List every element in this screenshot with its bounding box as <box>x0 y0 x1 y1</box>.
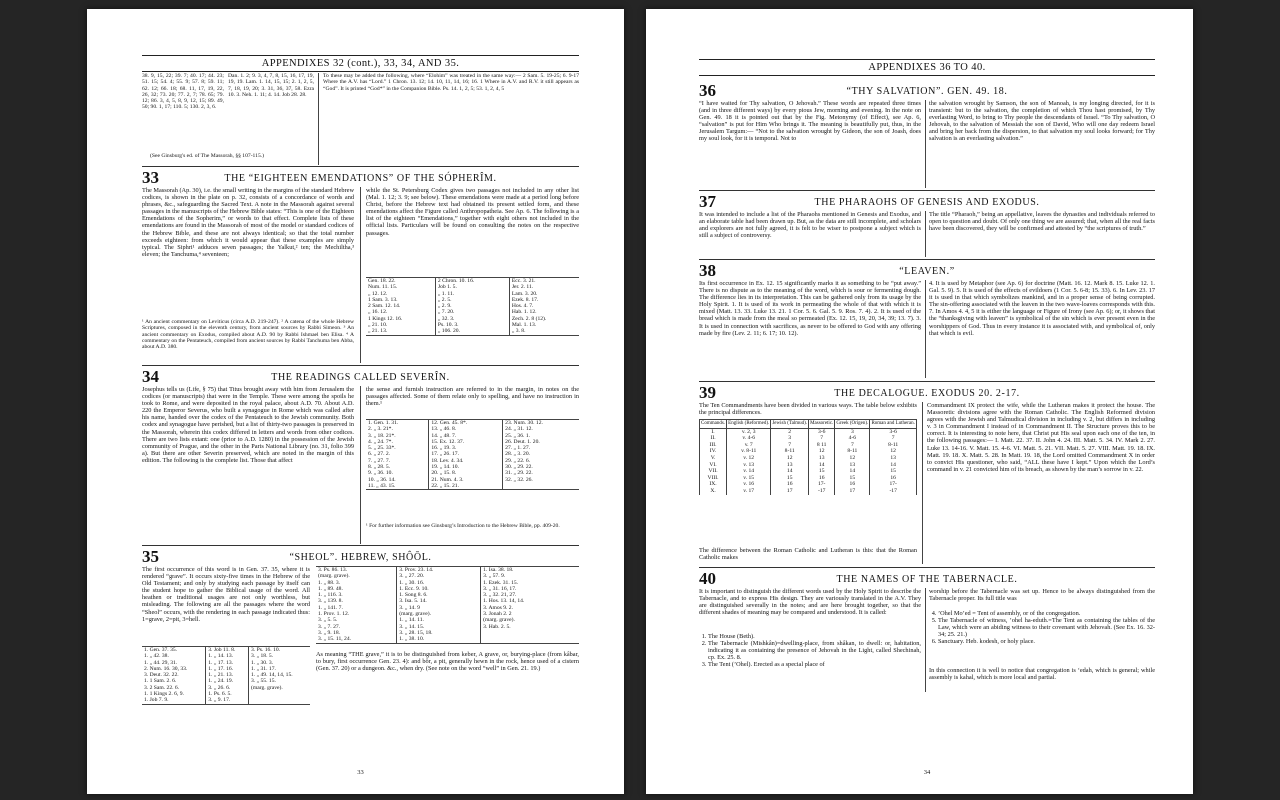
table-cell: 4-6 <box>835 435 870 442</box>
list-item: 3. The Tent (’Ohel). Erected as a special place of <box>708 661 921 668</box>
table-row <box>700 462 917 469</box>
reference-item: 1. „ 38. 10. <box>399 636 425 643</box>
table-cell: 8-11 <box>870 442 917 449</box>
body-text: the sense and furnish instruction are referred to in the margin, in notes on the passages affected. Some of them relate only to spelling, and have no instruction in them.¹ <box>366 386 579 408</box>
section-rule <box>142 166 579 167</box>
reference-item: 3. Deut. 32. 22. <box>144 672 179 679</box>
column-divider <box>925 588 926 692</box>
reference-item: 1. „ 30. 3. <box>251 659 274 666</box>
table-cell: 1 Sam. 3. 13. <box>368 296 398 303</box>
body-text: Its first occurrence in Ex. 12. 15 significantly marks it as something to be “put away.” There is no dispute as to the meaning of the word, which is sour or fermenting dough. The difference lies in its interpretation. This can be gathered only from its usage by the Holy Spirit. 1. It is used of its work in permeating the whole of that with which it is mixed (Matt. 13. 33. Luke 13. 21. 1 Cor. 5. 6. Gal. 5. 9. Ros. 7. 4). 2. It is used of the bread which is made from the meal so permeated (Ex. 12. 15, 19, 20, 34, 39; 13. 7). 3. It is used in connection with sacrifices, as never to be offered to God with any offering made by fire (Lev. 2. 11; 6. 17; 10. 12). <box>699 280 921 337</box>
table-cell: 14 <box>771 468 809 475</box>
section-rule <box>699 381 1155 382</box>
table-cell: 13. „ 46. 8. <box>429 426 503 432</box>
table-cell: „ 1. 11. <box>435 291 509 297</box>
table-cell: IV. <box>700 448 727 455</box>
table-row <box>700 442 917 449</box>
table-cell: III. <box>700 442 727 449</box>
section-number: 33 <box>142 168 159 187</box>
table-cell: Num. 11. 15. <box>368 284 398 291</box>
names-list <box>929 610 1155 645</box>
table-cell: Hos. 4. 7. <box>509 303 579 309</box>
emendation-list <box>366 277 579 336</box>
table-cell: 15 <box>809 468 835 475</box>
section-rule <box>142 545 579 546</box>
table-cell: 8-11 <box>771 448 809 455</box>
body-text: In this connection it is well to notice that congregation is ‘edah, which is general; while assembly is kahal, which is more local and partial. <box>929 667 1155 682</box>
table-row <box>700 448 917 455</box>
table-row <box>366 278 579 285</box>
table-cell: 23. Num. 30. 12. <box>503 420 579 427</box>
section-number: 39 <box>699 383 716 402</box>
table-cell: 20. „ 15. 8. <box>429 470 503 476</box>
table-cell: 16. „ 19. 3. <box>429 445 503 451</box>
table-cell: 14 <box>870 462 917 469</box>
reference-item: 3. „ 55. 15. <box>251 678 276 685</box>
reference-item: 1. Ecc. 9. 10. <box>399 585 429 592</box>
table-cell: 14. „ 48. 7. <box>429 433 503 439</box>
table-cell <box>503 483 579 490</box>
list-item: 6. Sanctuary. Heb. kodesh, or holy place. <box>938 638 1155 645</box>
reference-item: 1. „ 21. 13. <box>208 672 234 679</box>
table-cell: 12 <box>870 448 917 455</box>
table-cell: 1 Kings 12. 16. <box>368 315 403 322</box>
reference-item: 3. Job 11. 8. <box>208 647 236 653</box>
reference-item: 3. Hab. 2. 5. <box>483 623 511 630</box>
body-text: Josephus tells us (Life, § 75) that Titus brought away with him from Jerusalem the codices (or manuscripts) that were in the Temple. These were among the spoils he took to Rome, and were deposited in the royal palace, about A.D. 70. About A.D. 220 the Emperor Severus, who built a synagogue in Rome which was called after his name, handed over the codex of the Pentateuch to the Jewish community. Both codex and synagogue have perished, but a list of thirty-two passages is preserved in the Massorah, wherein this codex differed in letters and words from other codices. There are two lists extant: one (prior to A.D. 1280) in the possession of the Jewish community of Prague, and the other in the Paris National Library (no. 31, folio 399 a). But there are other Severin preserved, which are noted in the margin of this edition. The following is the complete list. Those that affect <box>142 386 354 464</box>
page-right <box>646 9 1193 794</box>
column-divider <box>360 386 361 544</box>
reference-item: (marg. grave). <box>483 617 515 624</box>
table-cell: Jer. 2. 11. <box>509 284 579 290</box>
reference-item: 3. „ 9. 18. <box>318 629 341 636</box>
section-rule <box>699 190 1155 191</box>
reference-item: 2. Num. 16. 30, 33. <box>144 665 188 672</box>
reference-item: 1. „ 89. 48. <box>318 585 343 592</box>
table-cell: v. 7 <box>727 442 771 449</box>
table-cell: 17- <box>809 481 835 488</box>
table-cell: 2 <box>771 428 809 435</box>
table-cell: Mal. 1. 13. <box>509 322 579 328</box>
page-number: 34 <box>923 769 931 776</box>
reference-item: 1. Gen. 37. 35. <box>144 647 178 653</box>
table-cell: „ 21. 10. <box>368 322 388 329</box>
reference-column <box>397 567 481 644</box>
table-cell: v. 14 <box>727 468 771 475</box>
table-cell: 15 <box>771 475 809 482</box>
table-row <box>366 483 579 490</box>
section-number: 36 <box>699 81 716 100</box>
reference-item: 3. „ 9. 17. <box>208 697 231 704</box>
table-row <box>700 488 917 495</box>
reference-item: 3. „ 14. 15. <box>399 623 425 630</box>
list-item: 1. The House (Beth). <box>708 633 921 640</box>
table-header-row <box>700 420 917 429</box>
body-text: 4. It is used by Metaphor (see Ap. 6) for doctrine (Matt. 16. 12. Mark 8. 15. Luke 12. 1. Gal. 5. 9). 5. It is used of the effects of evildoers (1 Cor. 5. 6-8; 15. 33). 6. In Lev. 23. 17 it is used in that which symbolizes mankind, and in a proper sense of being corrupted. The sin-offering associated with the leaven in the two wave-loaves corresponds with this. 7. In Amos 4. 4, 5 it is either the language or Figure of Irony (see Ap. 6); or, it shows that the “thanksgiving with leaven” is symbolical of the sin which is ever present even in the worshippers of God. Thus in every instance it is associated with, and symbolical of, only that which is evil. <box>929 280 1155 337</box>
reference-item: 3. „ 27. 20. <box>399 573 425 580</box>
section-rule <box>699 567 1155 568</box>
table-row <box>700 435 917 442</box>
column-divider <box>925 211 926 257</box>
table-cell: 2. „ 3. 21*. <box>368 426 393 433</box>
table-cell: 31. „ 29. 22. <box>503 470 579 476</box>
table-cell: 15 <box>870 468 917 475</box>
table-cell: 8-11 <box>835 448 870 455</box>
reference-item: 1. „ 24. 19. <box>208 678 234 685</box>
reference-item: 3. Jonah 2. 2 <box>483 611 512 618</box>
body-text: the salvation wrought by Samson, the son of Manoah, is my longing directed, for it is transient: but to the salvation, the completion of which Thou hast promised, by Thy everlasting Word, to bring to Thy people the descendants of Israel. “To Thy salvation, O Jehovah, to the salvation of Messiah the son of David, Who will one day redeem Israel and bring her back from the dispersion, to that salvation my soul looks forward; for Thy salvation is an everlasting salvation.” <box>929 100 1155 143</box>
table-cell: Ezek. 8. 17. <box>509 297 579 303</box>
table-cell: 27. „ 1. 27. <box>503 445 579 451</box>
table-cell: 8 11 <box>809 442 835 449</box>
section-number: 40 <box>699 569 716 588</box>
page-number: 33 <box>357 769 364 776</box>
list-item: 5. The Tabernacle of witness, ’ohel ha-eduth.=The Tent as containing the tables of the Law, which were an abiding witness to their covenant with Jehovah. (See Ex. 16. 32-34; 25. 21.) <box>938 617 1155 638</box>
table-cell: 17. „ 26. 17. <box>429 451 503 457</box>
table-header: English (Reformed). <box>727 420 771 429</box>
reference-item: 1. Song 8. 6. <box>399 592 428 599</box>
table-cell: 3 <box>771 435 809 442</box>
reference-item: 1. „ 14. 11. <box>399 617 424 624</box>
table-cell: 8. „ 28. 5. <box>368 464 391 471</box>
severin-list <box>366 419 579 490</box>
table-cell: „ 106. 20. <box>435 328 509 335</box>
table-cell: Lam. 3. 20. <box>509 291 579 297</box>
table-cell: 16 <box>835 481 870 488</box>
table-cell: „ 12. 12. <box>368 290 388 297</box>
table-cell: 17- <box>870 481 917 488</box>
table-cell: 13 <box>870 455 917 462</box>
table-cell: 21. Num. 4. 3. <box>429 477 503 483</box>
table-cell: 29. „ 22. 6. <box>503 458 579 464</box>
table-cell: „ 7. 20. <box>435 309 509 315</box>
table-cell: v. 17 <box>727 488 771 495</box>
reference-item: 1. „ 31. 17. <box>251 665 276 672</box>
reference-item: 3. „ 14. 9 <box>399 604 420 611</box>
table-cell: 1. Gen. 1. 31. <box>368 420 399 426</box>
reference-item: 1. „ 141. 7. <box>318 604 343 611</box>
table-cell: 7 <box>771 442 809 449</box>
source-note: (See Ginsburg's ed. of The Massorah, §§ 107-115.) <box>150 153 265 159</box>
body-text: worship before the Tabernacle was set up. Hence to be always distinguished from the Tabernacle proper. Its full title was <box>929 588 1155 603</box>
reference-item: 3. „ 32. 21, 27. <box>483 592 517 599</box>
reference-item: 1. Isa. 38. 18. <box>483 567 514 573</box>
table-cell: „ 21. 13. <box>368 328 388 335</box>
table-cell: 7. „ 27. 7. <box>368 457 391 464</box>
table-cell: 24. „ 31. 12. <box>503 426 579 432</box>
reference-item: 1. „ 116. 3. <box>318 592 343 599</box>
table-cell: -17 <box>870 488 917 495</box>
reference-item: 3. „ 7. 27. <box>318 623 341 630</box>
reference-item: 1. Ps. 6. 5. <box>208 691 232 698</box>
table-row <box>700 475 917 482</box>
reference-item: 1. „ 14. 13. <box>208 653 234 660</box>
table-cell: v. 15 <box>727 475 771 482</box>
section-title: THE READINGS CALLED SEVERÎN. <box>271 372 450 383</box>
table-cell: 11. „ 43. 15. <box>368 482 396 489</box>
reference-column: Dan. 1. 2; 9. 3, 4, 7, 8, 15, 16, 17, 19, 19, 19. Lam. 1. 14, 15, 15; 2. 1, 2, 5, 7, 18, 19, 20; 3. 31, 36, 37, 58. Ezra 10. 3. Neh. 1. 11; 4. 14. Job 28. 28. <box>228 73 314 98</box>
list-item: 4. ’Ohel Mo’ed = Tent of assembly, or of the congregation. <box>938 610 1155 617</box>
table-row <box>366 420 579 427</box>
section-number: 34 <box>142 367 159 386</box>
table-cell: 13 <box>771 462 809 469</box>
table-cell: I. <box>700 428 727 435</box>
table-row <box>700 428 917 435</box>
table-cell: 7 <box>835 442 870 449</box>
footnotes: ¹ An ancient commentary on Leviticus (circa A.D. 219-247). ² A catena of the whole Hebrew Scriptures, composed in the eleventh century, from ancient sources by Rabbi Simeon. ³ An ancient commentary on Exodus, compiled about A.D. 90 by Rabbi Ishmael ben Elisa. ⁴ A commentary on the Pentateuch, compiled from ancient sources by Rabbi Tanchuma ben Abba, about A.D. 380. <box>142 319 354 351</box>
table-cell: 22. „ 15. 21. <box>429 483 503 490</box>
body-text: Commandment IX protect the wife, while the Lutheran makes it protect the house. The Massoretic divisions agree with the Roman Catholic. The English Reformed division agrees with the Jewish and Talmudical division in including v. 2, but differs in including v. 3 in Commandment I instead of in Commandment II. The Structure proves this to be correct. It is interesting to note here, that Christ put His seal upon each one of the ten, in the following passages:— I. Matt. 22. 37. II. John 4. 24. III. Matt. 5. 34. IV. Mark 2. 27. Luke 13. 14-16. V. Matt. 15. 4-6. VI. Matt. 5. 21. VII. Matt. 5. 27. VIII. Matt. 19. 18. IX. Matt. 19. 18. X. Matt. 5. 28. In Matt. 19. 18, the Lord omitted Commandment X in order to convict His questioner, who said, “ALL these have I kept.” Upon which the Lord’s command in v. 21 convicted him of its breach, as shown by the man’s sorrow in v. 22. <box>927 402 1155 473</box>
table-cell: 26. Deut. 1. 20. <box>503 439 579 445</box>
table-cell: 13 <box>809 455 835 462</box>
table-cell: 12 <box>835 455 870 462</box>
body-text: The Ten Commandments have been divided in various ways. The table below exhibits the principal differences. <box>699 402 917 417</box>
table-cell: „ 32. 3. <box>435 316 509 322</box>
reference-item: 3. Prov. 23. 14. <box>399 567 434 573</box>
table-cell: -17 <box>809 488 835 495</box>
reference-item: 3. „ 26. 6. <box>208 684 231 691</box>
reference-item: 1. Prov. 1. 12. <box>318 611 350 618</box>
table-cell: Ecc. 3. 21. <box>509 278 579 285</box>
column-divider <box>318 73 319 165</box>
reference-item: (marg. grave). <box>318 573 350 580</box>
reference-item: 3. „ 31. 16, 17. <box>483 585 517 592</box>
reference-item: 1. „ 88. 3. <box>318 579 341 586</box>
reference-item: 3. Ps. 86. 13. <box>318 567 348 573</box>
table-cell: IX. <box>700 481 727 488</box>
table-row <box>700 468 917 475</box>
section-title: “SHEOL”. HEBREW, SHÔŌL. <box>289 552 432 563</box>
reference-item: 1. Job 7. 9. <box>144 697 169 704</box>
reference-item: 1. Ezek. 31. 15. <box>483 579 519 586</box>
table-cell: 16 <box>870 475 917 482</box>
reference-item: 1. „ 17. 16. <box>208 665 234 672</box>
table-row <box>700 481 917 488</box>
table-cell: 14 <box>809 462 835 469</box>
reference-column: To these may be added the following, where “Elohim” was treated in the same way:— 2 Sam. 5. 19-25; 6. 9-17 Where the A.V. has “Lord.” 1 Chron. 13. 12; 14. 10, 11, 14, 16; 16. 1 Where in A.V. and R.V. it still appears as “God”. It is printed “God*” in the Companion Bible. Ps. 14. 1, 2, 5; 53. 1, 2, 4, 5 <box>323 73 579 92</box>
table-cell: v. 8-11 <box>727 448 771 455</box>
reference-item: 3. „ 18. 5. <box>251 653 274 660</box>
body-text: The Massorah (Ap. 30), i.e. the small writing in the margins of the standard Hebrew codices, is shown in the plate on p. 32, consists of a concordance of words and phrases, &c., safeguarding the Sacred Text. A note in the Massorah against several passages in the manuscripts of the Hebrew Bible states: “This is one of the Eighteen Emendations of the Sopherim,” or words to that effect. Complete lists of these emendations are found in the Massorah of most of the model or standard codices of the Hebrew Bible, and these are not always identical; so that the total number exceeds eighteen: from which it would appear that these examples are simply typical. The Siphri¹ adduces seven passages; the Yalkut,² ten; the Mechiltha,³ eleven; the Tanchuma,⁴ seventeen; <box>142 187 354 258</box>
table-cell: „ 2. 5. <box>435 297 509 303</box>
reference-item: (marg. grave). <box>399 611 432 618</box>
decalogue-table <box>699 419 917 495</box>
table-cell: 15 <box>835 475 870 482</box>
sheol-list <box>316 566 579 644</box>
table-cell: v. 12 <box>727 455 771 462</box>
table-cell: 9. „ 36. 10. <box>368 470 393 477</box>
table-cell: 7 <box>870 435 917 442</box>
body-text: As meaning “THE grave,” it is to be distinguished from keber, A grave, or, burying-place (from kâbar, to bury, first occurrence Gen. 23. 4): and bôr, a pit, generally hewn in the rock, hence used of a cistern (Gen. 37. 20) or a dungeon. &c., when dry. (See note on the word “well” in Gen. 21. 19.) <box>316 651 579 673</box>
column-divider <box>925 100 926 188</box>
reference-column <box>206 647 249 705</box>
table-cell: v. 16 <box>727 481 771 488</box>
body-text: It is important to distinguish the different words used by the Holy Spirit to describe the Tabernacle, and to express His design. They are variously translated in the A.V. They are distinguished severally in the notes; and are here brought together, so that the different shades of meaning may be compared and understood. It is called: <box>699 588 921 617</box>
table-cell: 30. „ 29. 22. <box>503 464 579 470</box>
table-cell: Hab. 1. 12. <box>509 309 579 315</box>
table-cell: 17 <box>835 488 870 495</box>
reference-item: (marg. grave). <box>251 684 283 691</box>
table-cell: II. <box>700 435 727 442</box>
body-text: “I have waited for Thy salvation, O Jehovah.” These words are repeated three times (and in three different ways) by every pious Jew, morning and evening. In the note on Gen. 49. 18 it is pointed out that by the Fig. Metonymy (of Effect), see Ap. 6, “salvation” is put for Him Who brings it. The meaning is beautifully put, thus, in the Jerusalem Targum:— “Not to the salvation wrought by Gideon, the son of Joash, does my soul look, for it is temporal. Not to <box>699 100 921 143</box>
list-item: 2. The Tabernacle (Mishkân)=dwelling-place, from shâkan, to dwell: or, habitation, indicating it as containing the presence of Jehovah in the Light, called Shechinah, cp. Ex. 25. 8. <box>708 640 921 661</box>
reference-item: 3. „ 28. 15, 18. <box>399 629 433 636</box>
table-cell: 3-6 <box>809 428 835 435</box>
body-text: The first occurrence of this word is in Gen. 37. 35, where it is rendered “grave”. It occurs sixty-five times in the Hebrew of the Old Testament; and only by studying each passage by itself can the student hope to gather the Biblical usage of the word. All heathen or traditional usages are not only worthless, but misleading. The following are all the passages where the word “Sheol” occurs, with the rendering in each passage indicated thus: 1=grave, 2=pit, 3=hell. <box>142 566 310 623</box>
table-cell: 28. „ 3. 20. <box>503 451 579 457</box>
reference-column <box>481 567 579 644</box>
reference-column <box>316 567 397 644</box>
table-cell: 5. „ 25. 33*. <box>368 445 396 452</box>
section-title: “LEAVEN.” <box>899 266 955 277</box>
body-text: The difference between the Roman Catholic and Lutheran is this: that the Roman Catholic makes <box>699 547 917 562</box>
body-text: It was intended to include a list of the Pharaohs mentioned in Genesis and Exodus, and an elaborate table had been drawn up. But, as the data are still incomplete, and scholars and explorers are not fully agreed, it is felt to be wiser to postpone a subject which is still a subject of controversy. <box>699 211 921 240</box>
footnote: ¹ For further information see Ginsburg’s Introduction to the Hebrew Bible, pp. 409-20. <box>366 523 560 529</box>
table-cell: 10. „ 36. 14. <box>368 476 396 483</box>
reference-column: 38. 9, 15, 22; 39. 7; 40. 17; 44. 23; 51. 15; 54. 4; 55. 9; 57. 8; 59. 11; 62. 12; 66. 18; 68. 11, 17, 19, 22, 26, 32; 73. 20; 77. 2, 7; 78. 65; 79. 12; 86. 3, 4, 5, 8, 9, 12, 15; 89. 49, 50; 90. 1, 17; 110. 5; 130. 2, 3, 6. <box>142 73 224 111</box>
table-cell: Job 1. 5. <box>435 284 509 290</box>
table-cell: 16 <box>809 475 835 482</box>
reference-item: 1. Hos. 13. 14, 14. <box>483 598 525 605</box>
table-header: Greek (Origen). <box>835 420 870 429</box>
table-cell: 32. „ 32. 26. <box>503 477 579 483</box>
body-text: while the St. Petersburg Codex gives two passages not included in any other list (Mal. 1. 12; 3. 9; see below). These emendations were made at a period long before Christ, before the Hebrew text had obtained its present settled form, and these emendations affect the Figure called Anthropopatheia. See Ap. 6. The following is a list of the eighteen “Emendations,” together with eight others not included in the official lists. Particulars will be found on consulting the notes on the respective passages. <box>366 187 579 237</box>
table-cell: Gen. 18. 22. <box>368 278 396 284</box>
table-cell: 3-6 <box>870 428 917 435</box>
table-cell: v. 2, 3 <box>727 428 771 435</box>
table-cell: X. <box>700 488 727 495</box>
table-cell: VIII. <box>700 475 727 482</box>
reference-item: 1. „ 44. 29, 31. <box>144 659 178 666</box>
table-cell: Zech. 2. 8 (12). <box>509 316 579 322</box>
table-cell: „ 2. 9. <box>435 303 509 309</box>
table-cell: 13 <box>835 462 870 469</box>
table-cell: 16 <box>771 481 809 488</box>
reference-item: 3. Ps. 16. 10. <box>251 647 281 653</box>
table-row <box>700 455 917 462</box>
table-cell: 3. „ 18. 21*. <box>368 432 396 439</box>
table-cell: 12. Gen. 45. 8*. <box>429 420 503 427</box>
sheol-list <box>142 646 310 705</box>
reference-item: 1. „ 30. 16. <box>399 579 425 586</box>
table-cell: 4. „ 24. 7*. <box>368 438 393 445</box>
table-cell: 3 <box>835 428 870 435</box>
table-cell: „ 3. 8. <box>509 328 579 335</box>
running-header: APPENDIXES 36 TO 40. <box>699 59 1155 76</box>
table-header: Massoretic. <box>809 420 835 429</box>
reference-item: 1. 1 Kings 2. 6, 9. <box>144 691 184 698</box>
table-header: Roman and Lutheran. <box>870 420 917 429</box>
body-text: The title “Pharaoh,” being an appellative, leaves the dynasties and individuals referred to open to question and doubt. Of only one thing we are assured; that, when all the real facts have been discovered, they will be confirmed and attested by “the scriptures of truth.” <box>929 211 1155 233</box>
table-cell: V. <box>700 455 727 462</box>
table-cell: 14 <box>835 468 870 475</box>
table-cell: VII. <box>700 468 727 475</box>
reference-item: 1. „ 17. 13. <box>208 659 234 666</box>
table-header: Jewish (Talmud). <box>771 420 809 429</box>
table-cell: VI. <box>700 462 727 469</box>
table-cell: „ 16. 12. <box>368 309 388 316</box>
table-cell: 15. Ex. 12. 37. <box>429 439 503 445</box>
table-header: Commands. <box>700 420 727 429</box>
reference-item: 3. 2 Sam. 22. 6. <box>144 684 180 691</box>
column-divider <box>922 402 923 564</box>
reference-item: 1. „ 42. 38. <box>144 653 169 660</box>
section-title: THE “EIGHTEEN EMENDATIONS” OF THE SÓPHERÎM. <box>224 173 497 184</box>
table-cell: v. 13 <box>727 462 771 469</box>
section-rule <box>142 365 579 366</box>
reference-item: 3. „ 139. 8. <box>318 598 343 605</box>
table-cell: v. 4-6 <box>727 435 771 442</box>
table-cell: 18. Lev. 4. 34. <box>429 458 503 464</box>
table-row <box>366 328 579 335</box>
column-divider <box>925 280 926 378</box>
page-left <box>87 9 624 794</box>
reference-column <box>249 647 310 705</box>
reference-item: 3. Isa. 5. 14. <box>399 598 427 605</box>
table-cell: 12 <box>771 455 809 462</box>
names-list <box>699 633 921 668</box>
reference-item: 1. 1 Sam. 2. 6. <box>144 678 177 685</box>
table-cell: 7 <box>809 435 835 442</box>
section-number: 38 <box>699 261 716 280</box>
section-number: 37 <box>699 192 716 211</box>
table-cell: Ps. 10. 3. <box>435 322 509 328</box>
reference-item: 3. „ 5. 5. <box>318 617 338 624</box>
running-header: APPENDIXES 32 (cont.), 33, 34, AND 35. <box>142 55 579 72</box>
table-cell: 17 <box>771 488 809 495</box>
section-title: THE DECALOGUE. EXODUS 20. 2-17. <box>834 388 1020 399</box>
table-cell: 19. „ 14. 10. <box>429 464 503 470</box>
table-cell: 12 <box>809 448 835 455</box>
reference-item: 1. „ 49. 14, 14, 15. <box>251 672 293 679</box>
column-divider <box>360 187 361 363</box>
table-cell: 6. „ 27. 2. <box>368 451 391 458</box>
reference-column <box>142 647 206 705</box>
section-title: THE PHARAOHS OF GENESIS AND EXODUS. <box>814 197 1040 208</box>
table-cell: 25. „ 36. 1. <box>503 433 579 439</box>
reference-item: 3. Amos 9. 2. <box>483 604 513 611</box>
table-cell: 2 Sam. 12. 14. <box>368 303 401 310</box>
section-rule <box>699 259 1155 260</box>
reference-item: 3. „ 15. 11, 24. <box>318 636 352 643</box>
section-number: 35 <box>142 547 159 566</box>
reference-item: 3. „ 57. 9. <box>483 573 506 580</box>
section-title: “THY SALVATION”. GEN. 49. 18. <box>846 86 1008 97</box>
table-cell: 2 Chron. 10. 16. <box>435 278 509 285</box>
section-title: THE NAMES OF THE TABERNACLE. <box>836 574 1018 585</box>
